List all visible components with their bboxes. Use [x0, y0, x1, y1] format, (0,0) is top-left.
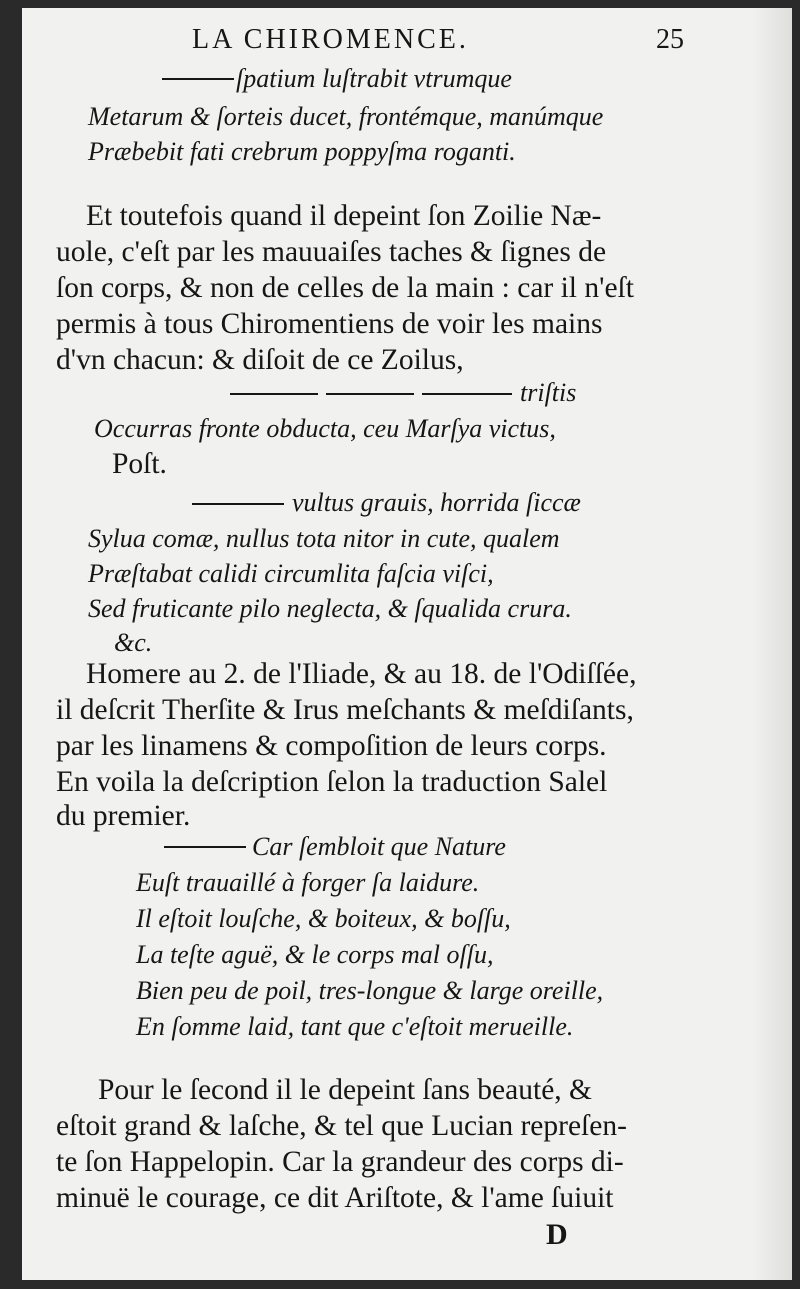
- text-line: il deſcrit Therſite & Irus meſchants & meſdiſants,: [56, 694, 634, 726]
- text-line: Præbebit fati crebrum poppyſma roganti.: [88, 137, 516, 166]
- text-line: du premier.: [56, 800, 191, 832]
- text-line: La teſte aguë, & le corps mal oſſu,: [136, 940, 494, 969]
- text-line: minuë le courage, ce dit Ariſtote, & l'ame ſuiuit: [56, 1182, 614, 1214]
- verse-rule: [192, 503, 284, 505]
- text-line: Car ſembloit que Nature: [252, 832, 506, 861]
- text-line: &c.: [114, 628, 153, 657]
- text-line: Poſt.: [112, 448, 167, 480]
- running-title: LA CHIROMENCE.: [192, 24, 469, 55]
- verse-rule: [326, 393, 414, 395]
- text-line: Et toutefois quand il depeint ſon Zoilie Næ-: [86, 200, 602, 232]
- verse-rule: [230, 393, 318, 395]
- text-line: Pour le ſecond il le depeint ſans beauté, &: [98, 1074, 592, 1106]
- text-line: ſpatium luſtrabit vtrumque: [236, 64, 512, 93]
- verse-rule: [162, 78, 234, 80]
- page-header: [22, 24, 792, 60]
- verse-rule: [164, 846, 246, 848]
- page-edge-shadow: [752, 8, 792, 1280]
- text-line: Præſtabat calidi circumlita faſcia viſci,: [88, 559, 494, 588]
- text-line: Sylua comæ, nullus tota nitor in cute, qualem: [88, 524, 560, 553]
- page-number: 25: [656, 24, 684, 55]
- text-line: permis à tous Chiromentiens de voir les mains: [56, 308, 603, 340]
- text-line: En ſomme laid, tant que c'eſtoit merueille.: [136, 1012, 574, 1041]
- text-line: Sed fruticante pilo neglecta, & ſqualida crura.: [88, 594, 572, 623]
- text-line: d'vn chacun: & diſoit de ce Zoilus,: [56, 344, 464, 376]
- text-line: En voila la deſcription ſelon la traduction Salel: [56, 766, 608, 798]
- text-line: Metarum & ſorteis ducet, frontémque, manúmque: [88, 102, 604, 131]
- text-line: Occurras fronte obducta, ceu Marſya victus,: [94, 414, 556, 443]
- text-line: Euſt trauaillé à forger ſa laidure.: [136, 868, 480, 897]
- text-line: Homere au 2. de l'Iliade, & au 18. de l'Odiſſée,: [86, 658, 637, 690]
- text-line: Il eſtoit louſche, & boiteux, & boſſu,: [136, 904, 511, 933]
- text-line: par les linamens & compoſition de leurs corps.: [56, 730, 607, 762]
- text-line: triſtis: [520, 378, 577, 407]
- text-line: Bien peu de poil, tres-longue & large oreille,: [136, 976, 604, 1005]
- text-line: te ſon Happelopin. Car la grandeur des corps di-: [56, 1146, 624, 1178]
- verse-rule: [422, 393, 512, 395]
- text-line: eſtoit grand & laſche, & tel que Lucian repreſen-: [56, 1110, 627, 1142]
- catchword: D: [546, 1218, 568, 1251]
- book-page: [22, 8, 792, 1280]
- text-line: uole, c'eſt par les mauuaiſes taches & ſignes de: [56, 236, 607, 268]
- text-line: vultus grauis, horrida ſiccæ: [292, 488, 581, 517]
- text-line: ſon corps, & non de celles de la main : car il n'eſt: [56, 272, 634, 304]
